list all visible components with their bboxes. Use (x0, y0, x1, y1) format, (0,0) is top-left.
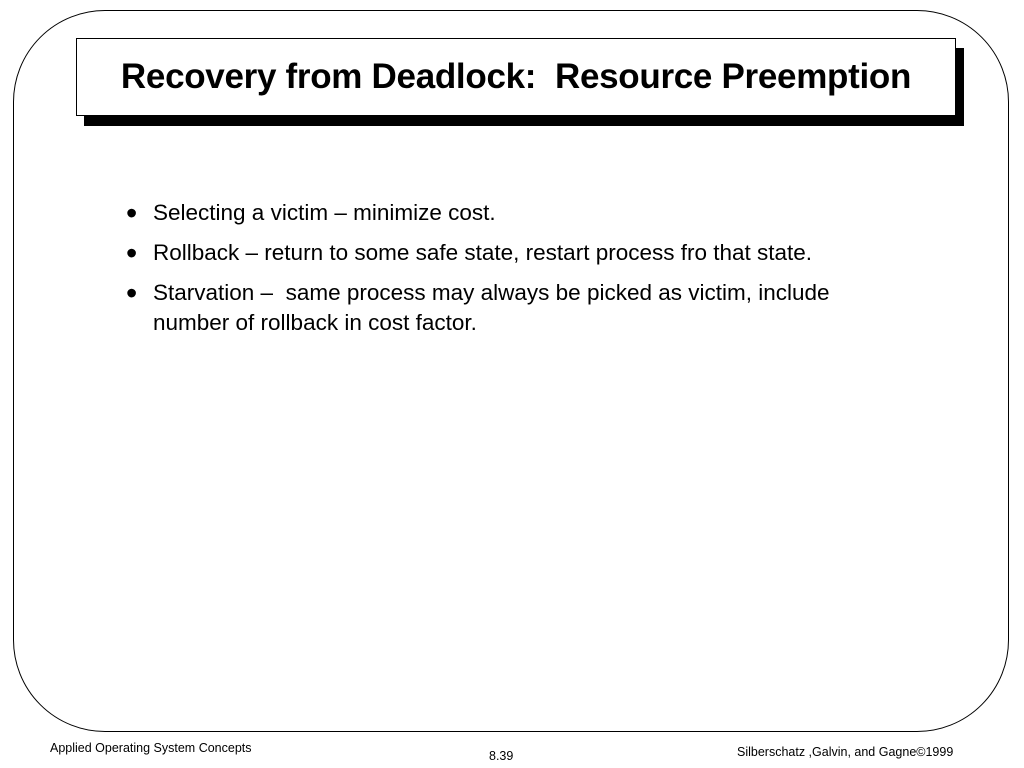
footer-copyright: Silberschatz ,Galvin, and Gagne©1999 (737, 745, 954, 759)
footer-page-number: 8.39 (489, 749, 514, 763)
bullet-item (126, 235, 846, 271)
bullet-marker: • (126, 275, 138, 311)
bullet-marker: • (126, 195, 138, 231)
slide-title: Recovery from Deadlock: Resource Preemption (120, 57, 912, 96)
bullet-marker: • (126, 235, 138, 271)
bullet-item (126, 195, 846, 231)
bullet-text: Rollback – return to some safe state, restart process fro that state. (153, 240, 813, 265)
title-box (76, 38, 956, 116)
bullet-text: Selecting a victim – minimize cost. (153, 200, 496, 225)
bullet-text: Starvation – same process may always be picked as victim, include number of rollback in cost factor. (153, 280, 836, 335)
bullet-list (126, 195, 846, 348)
footer-course-title: Applied Operating System Concepts (50, 741, 252, 755)
bullet-item (126, 275, 846, 338)
